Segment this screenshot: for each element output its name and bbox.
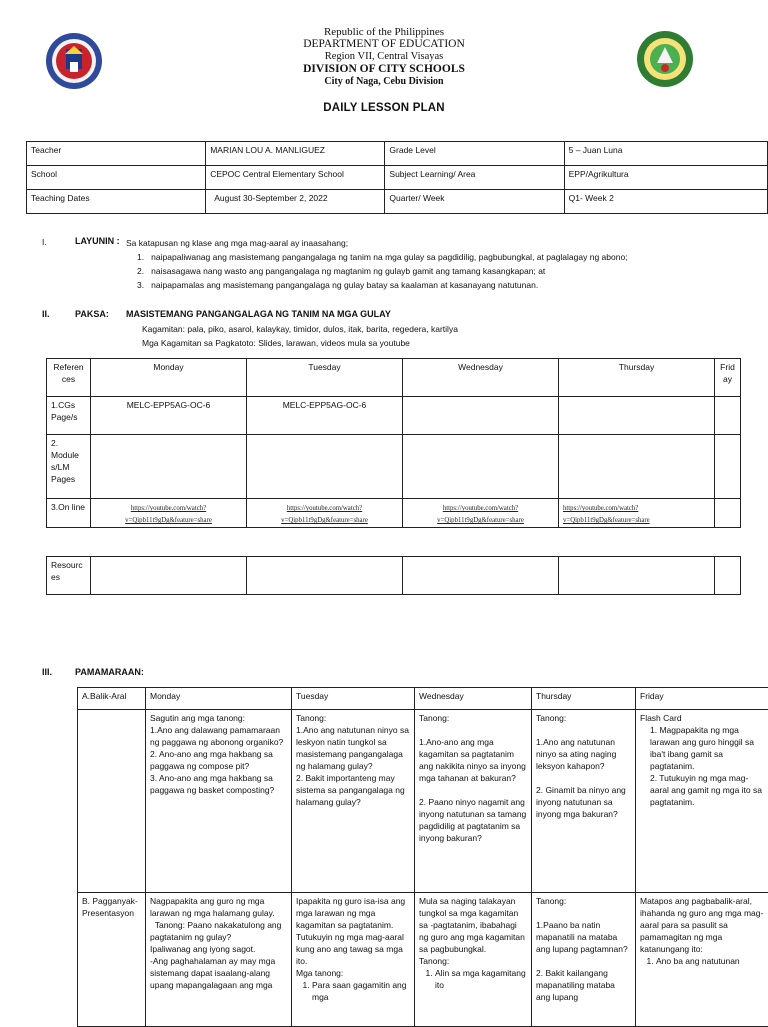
- pagganyak-tuesday-item: 1. Para saan gagamitin ang mga: [312, 979, 410, 1003]
- pagganyak-monday-line: -Ang paghahalaman ay may mga sistemang dapat isaalang-alang upang mapangalagaan ang mga: [150, 955, 287, 991]
- teacher-value: MARIAN LOU A. MANLIGUEZ: [206, 142, 385, 166]
- resources-monday: [91, 557, 247, 595]
- resources-friday: [715, 557, 741, 595]
- pagganyak-thursday-title: Tanong:: [536, 895, 631, 907]
- balik-aral-tuesday: [292, 710, 415, 893]
- balik-aral-thursday-q2: 2. Ginamit ba ninyo ang inyong natutunan sa inyong mga bakuran?: [536, 784, 631, 820]
- dates-label: Teaching Dates: [27, 190, 206, 214]
- youtube-link-wednesday[interactable]: https://youtube.com/watch?v=Qipb11t9gDg&feature=share: [437, 505, 524, 524]
- pagganyak-thursday: [532, 893, 636, 1027]
- procedure-header-thursday: Thursday: [532, 688, 636, 710]
- header-republic: Republic of the Philippines: [200, 26, 568, 38]
- ref-header-references: Referen ces: [47, 359, 91, 397]
- layunin-item-3: 3. naipapamalas ang masistemang pangangalaga ng gulay batay sa kaalaman at kasanayang natutunan.: [137, 279, 538, 291]
- youtube-link-monday[interactable]: https://youtube.com/watch?v=Qipb11t9gDg&feature=share: [125, 505, 212, 524]
- teacher-label: Teacher: [27, 142, 206, 166]
- pagganyak-monday-line: Nagpapakita ang guro ng mga larawan ng mga halamang gulay.: [150, 895, 287, 919]
- procedure-header-tuesday: Tuesday: [292, 688, 415, 710]
- balik-aral-thursday: [532, 710, 636, 893]
- ref-modules-friday: [715, 435, 741, 499]
- balik-aral-monday: [146, 710, 292, 893]
- pagganyak-wednesday: [415, 893, 532, 1027]
- ref-cgs-wednesday: [403, 397, 559, 435]
- pagganyak-label: B. Pagganyak-Presentasyon: [78, 893, 146, 1027]
- procedure-table: [77, 687, 768, 1027]
- section-ii-label: PAKSA:: [75, 309, 109, 319]
- resources-thursday: [559, 557, 715, 595]
- pagganyak-friday-text: Matapos ang pagbabalik-aral, ihahanda ng guro ang mga mag-aaral para sa pasulit sa pamamagitan ng mga katanungang ito:: [640, 895, 764, 955]
- resources-wednesday: [403, 557, 559, 595]
- pagganyak-wednesday-text: Mula sa naging talakayan tungkol sa mga kagamitan sa -pagtatanim, ibabahagi ng guro ang mga kagamitan sa pagbubungkal.: [419, 895, 527, 955]
- ref-cgs-friday: [715, 397, 741, 435]
- paksa-kagamitan-pagkatoto: Mga Kagamitan sa Pagkatoto: Slides, larawan, videos mula sa youtube: [142, 337, 410, 349]
- layunin-item-2: 2. naisasagawa nang wasto ang pangangalaga ng magtanim ng gulayb gamit ang tamang kasangkapan; at: [137, 265, 545, 277]
- ref-row-modules-label: 2. Module s/LM Pages: [47, 435, 91, 499]
- balik-aral-tuesday-line: 1.Ano ang natutunan ninyo sa leskyon natin tungkol sa masistemang pangangalaga ng halamang gulay?: [296, 724, 410, 772]
- pagganyak-wednesday-item: 1. Alin sa mga kagamitang ito: [435, 967, 527, 991]
- balik-aral-thursday-q1: 1.Ano ang natutunan ninyo sa ating naging leksyon kahapon?: [536, 736, 631, 772]
- ref-header-tuesday: Tuesday: [247, 359, 403, 397]
- paksa-title: MASISTEMANG PANGANGALAGA NG TANIM NA MGA GULAY: [126, 309, 391, 319]
- balik-aral-wednesday-q2: 2. Paano ninyo nagamit ang inyong natutunan sa tamang pagdidilig at pagtatanim sa inyong bakuran?: [419, 796, 527, 844]
- school-value: CEPOC Central Elementary School: [206, 166, 385, 190]
- balik-aral-monday-line: Sagutin ang mga tanong:: [150, 712, 287, 724]
- procedure-header-balik-aral: A.Balik-Aral: [78, 688, 146, 710]
- pagganyak-tuesday-text: Ipapakita ng guro isa-isa ang mga larawan ng mga kagamitan sa pagtatanim. Tutukuyin ng mga mag-aaral kung ano ang tawag sa mga ito.: [296, 895, 410, 967]
- pagganyak-monday-line: Ipaliwanag ang iyong sagot.: [150, 943, 287, 955]
- ref-cgs-tuesday: MELC-EPP5AG-OC-6: [247, 397, 403, 435]
- layunin-item-1: 1. naipapaliwanag ang masistemang pangangalaga ng tanim na mga gulay sa pagdidilig, pagbubungkal, at paglalagay ng abono;: [137, 251, 628, 263]
- ref-modules-monday: [91, 435, 247, 499]
- balik-aral-wednesday-q1: 1.Ano-ano ang mga kagamitan sa pagtatanim ang nakikita ninyo sa inyong mga tahanan at bakuran?: [419, 736, 527, 784]
- balik-aral-empty: [78, 710, 146, 893]
- pagganyak-wednesday-question: Tanong:: [419, 955, 527, 967]
- subject-label: Subject Learning/ Area: [385, 166, 564, 190]
- dates-value: August 30-September 2, 2022: [206, 190, 385, 214]
- city-schools-seal-logo: [636, 30, 694, 88]
- pagganyak-thursday-q1: 1.Paano ba natin mapanatili na mataba ang lupang pagtamnan?: [536, 919, 631, 955]
- page-title: DAILY LESSON PLAN: [0, 102, 768, 114]
- section-ii-number: II.: [42, 309, 50, 319]
- ref-modules-thursday: [559, 435, 715, 499]
- resources-tuesday: [247, 557, 403, 595]
- school-label: School: [27, 166, 206, 190]
- subject-value: EPP/Agrikultura: [564, 166, 767, 190]
- balik-aral-thursday-title: Tanong:: [536, 712, 631, 724]
- ref-header-monday: Monday: [91, 359, 247, 397]
- header-department: DEPARTMENT OF EDUCATION: [200, 38, 568, 50]
- pagganyak-friday: [636, 893, 768, 1027]
- resources-label: Resourc es: [47, 557, 91, 595]
- pagganyak-tuesday-questions: Mga tanong:: [296, 967, 410, 979]
- balik-aral-friday-item: 2. Tutukuyin ng mga mag-aaral ang gamit ng mga ito sa pagtatanim.: [640, 772, 764, 808]
- section-i-label: LAYUNIN :: [75, 236, 120, 246]
- header-region: Region VII, Central Visayas: [200, 51, 568, 62]
- pagganyak-monday-line: Tanong: Paano nakakatulong ang pagtatanim ng gulay?: [150, 919, 287, 943]
- references-table: [46, 358, 741, 528]
- ref-row-online-label: 3.On line: [47, 499, 91, 528]
- youtube-link-tuesday[interactable]: https://youtube.com/watch?v=Qipb11t9gDg&feature=share: [281, 505, 368, 524]
- balik-aral-wednesday: [415, 710, 532, 893]
- section-iii-label: PAMAMARAAN:: [75, 667, 144, 677]
- youtube-link-thursday[interactable]: https://youtube.com/watch?v=Qipb11t9gDg&feature=share: [563, 505, 650, 524]
- pagganyak-tuesday: [292, 893, 415, 1027]
- quarter-value: Q1- Week 2: [564, 190, 767, 214]
- grade-label: Grade Level: [385, 142, 564, 166]
- balik-aral-tuesday-line: Tanong:: [296, 712, 410, 724]
- resources-table: [46, 556, 741, 595]
- section-iii-number: III.: [42, 667, 52, 677]
- balik-aral-wednesday-title: Tanong:: [419, 712, 527, 724]
- section-i-number: I.: [42, 237, 47, 247]
- grade-value: 5 – Juan Luna: [564, 142, 767, 166]
- ref-online-friday: [715, 499, 741, 528]
- header-city: City of Naga, Cebu Division: [200, 76, 568, 87]
- pagganyak-friday-item: 1. Ano ba ang natutunan: [656, 955, 764, 967]
- header-division: DIVISION OF CITY SCHOOLS: [200, 63, 568, 75]
- balik-aral-friday-title: Flash Card: [640, 712, 764, 724]
- balik-aral-monday-line: 3. Ano-ano ang mga hakbang sa paggawa ng basket composting?: [150, 772, 287, 796]
- ref-cgs-monday: MELC-EPP5AG-OC-6: [91, 397, 247, 435]
- balik-aral-friday-item: 1. Magpapakita ng mga larawan ang guro hinggil sa iba't ibang gamit sa pagtatanim.: [640, 724, 764, 772]
- ref-modules-tuesday: [247, 435, 403, 499]
- layunin-intro: Sa katapusan ng klase ang mga mag-aaral ay inaasahang;: [126, 237, 348, 249]
- procedure-header-wednesday: Wednesday: [415, 688, 532, 710]
- info-table: [26, 141, 768, 214]
- procedure-header-monday: Monday: [146, 688, 292, 710]
- quarter-label: Quarter/ Week: [385, 190, 564, 214]
- paksa-kagamitan: Kagamitan: pala, piko, asarol, kalaykay, timidor, dulos, itak, barita, regedera, kartilya: [142, 323, 458, 335]
- pagganyak-monday: [146, 893, 292, 1027]
- ref-header-friday: Frid ay: [715, 359, 741, 397]
- balik-aral-monday-line: 1.Ano ang dalawang pamamaraan ng paggawa ng abonong organiko?: [150, 724, 287, 748]
- procedure-header-friday: Friday: [636, 688, 768, 710]
- deped-seal-logo: [45, 32, 103, 90]
- balik-aral-friday: [636, 710, 768, 893]
- ref-header-thursday: Thursday: [559, 359, 715, 397]
- balik-aral-tuesday-line: 2. Bakit importanteng may sistema sa pangangalaga ng halamang gulay?: [296, 772, 410, 808]
- ref-cgs-thursday: [559, 397, 715, 435]
- ref-modules-wednesday: [403, 435, 559, 499]
- ref-header-wednesday: Wednesday: [403, 359, 559, 397]
- ref-row-cgs-label: 1.CGs Page/s: [47, 397, 91, 435]
- pagganyak-thursday-q2: 2. Bakit kailangang mapanatiling mataba ang lupang: [536, 967, 631, 1003]
- balik-aral-monday-line: 2. Ano-ano ang mga hakbang sa paggawa ng compose pit?: [150, 748, 287, 772]
